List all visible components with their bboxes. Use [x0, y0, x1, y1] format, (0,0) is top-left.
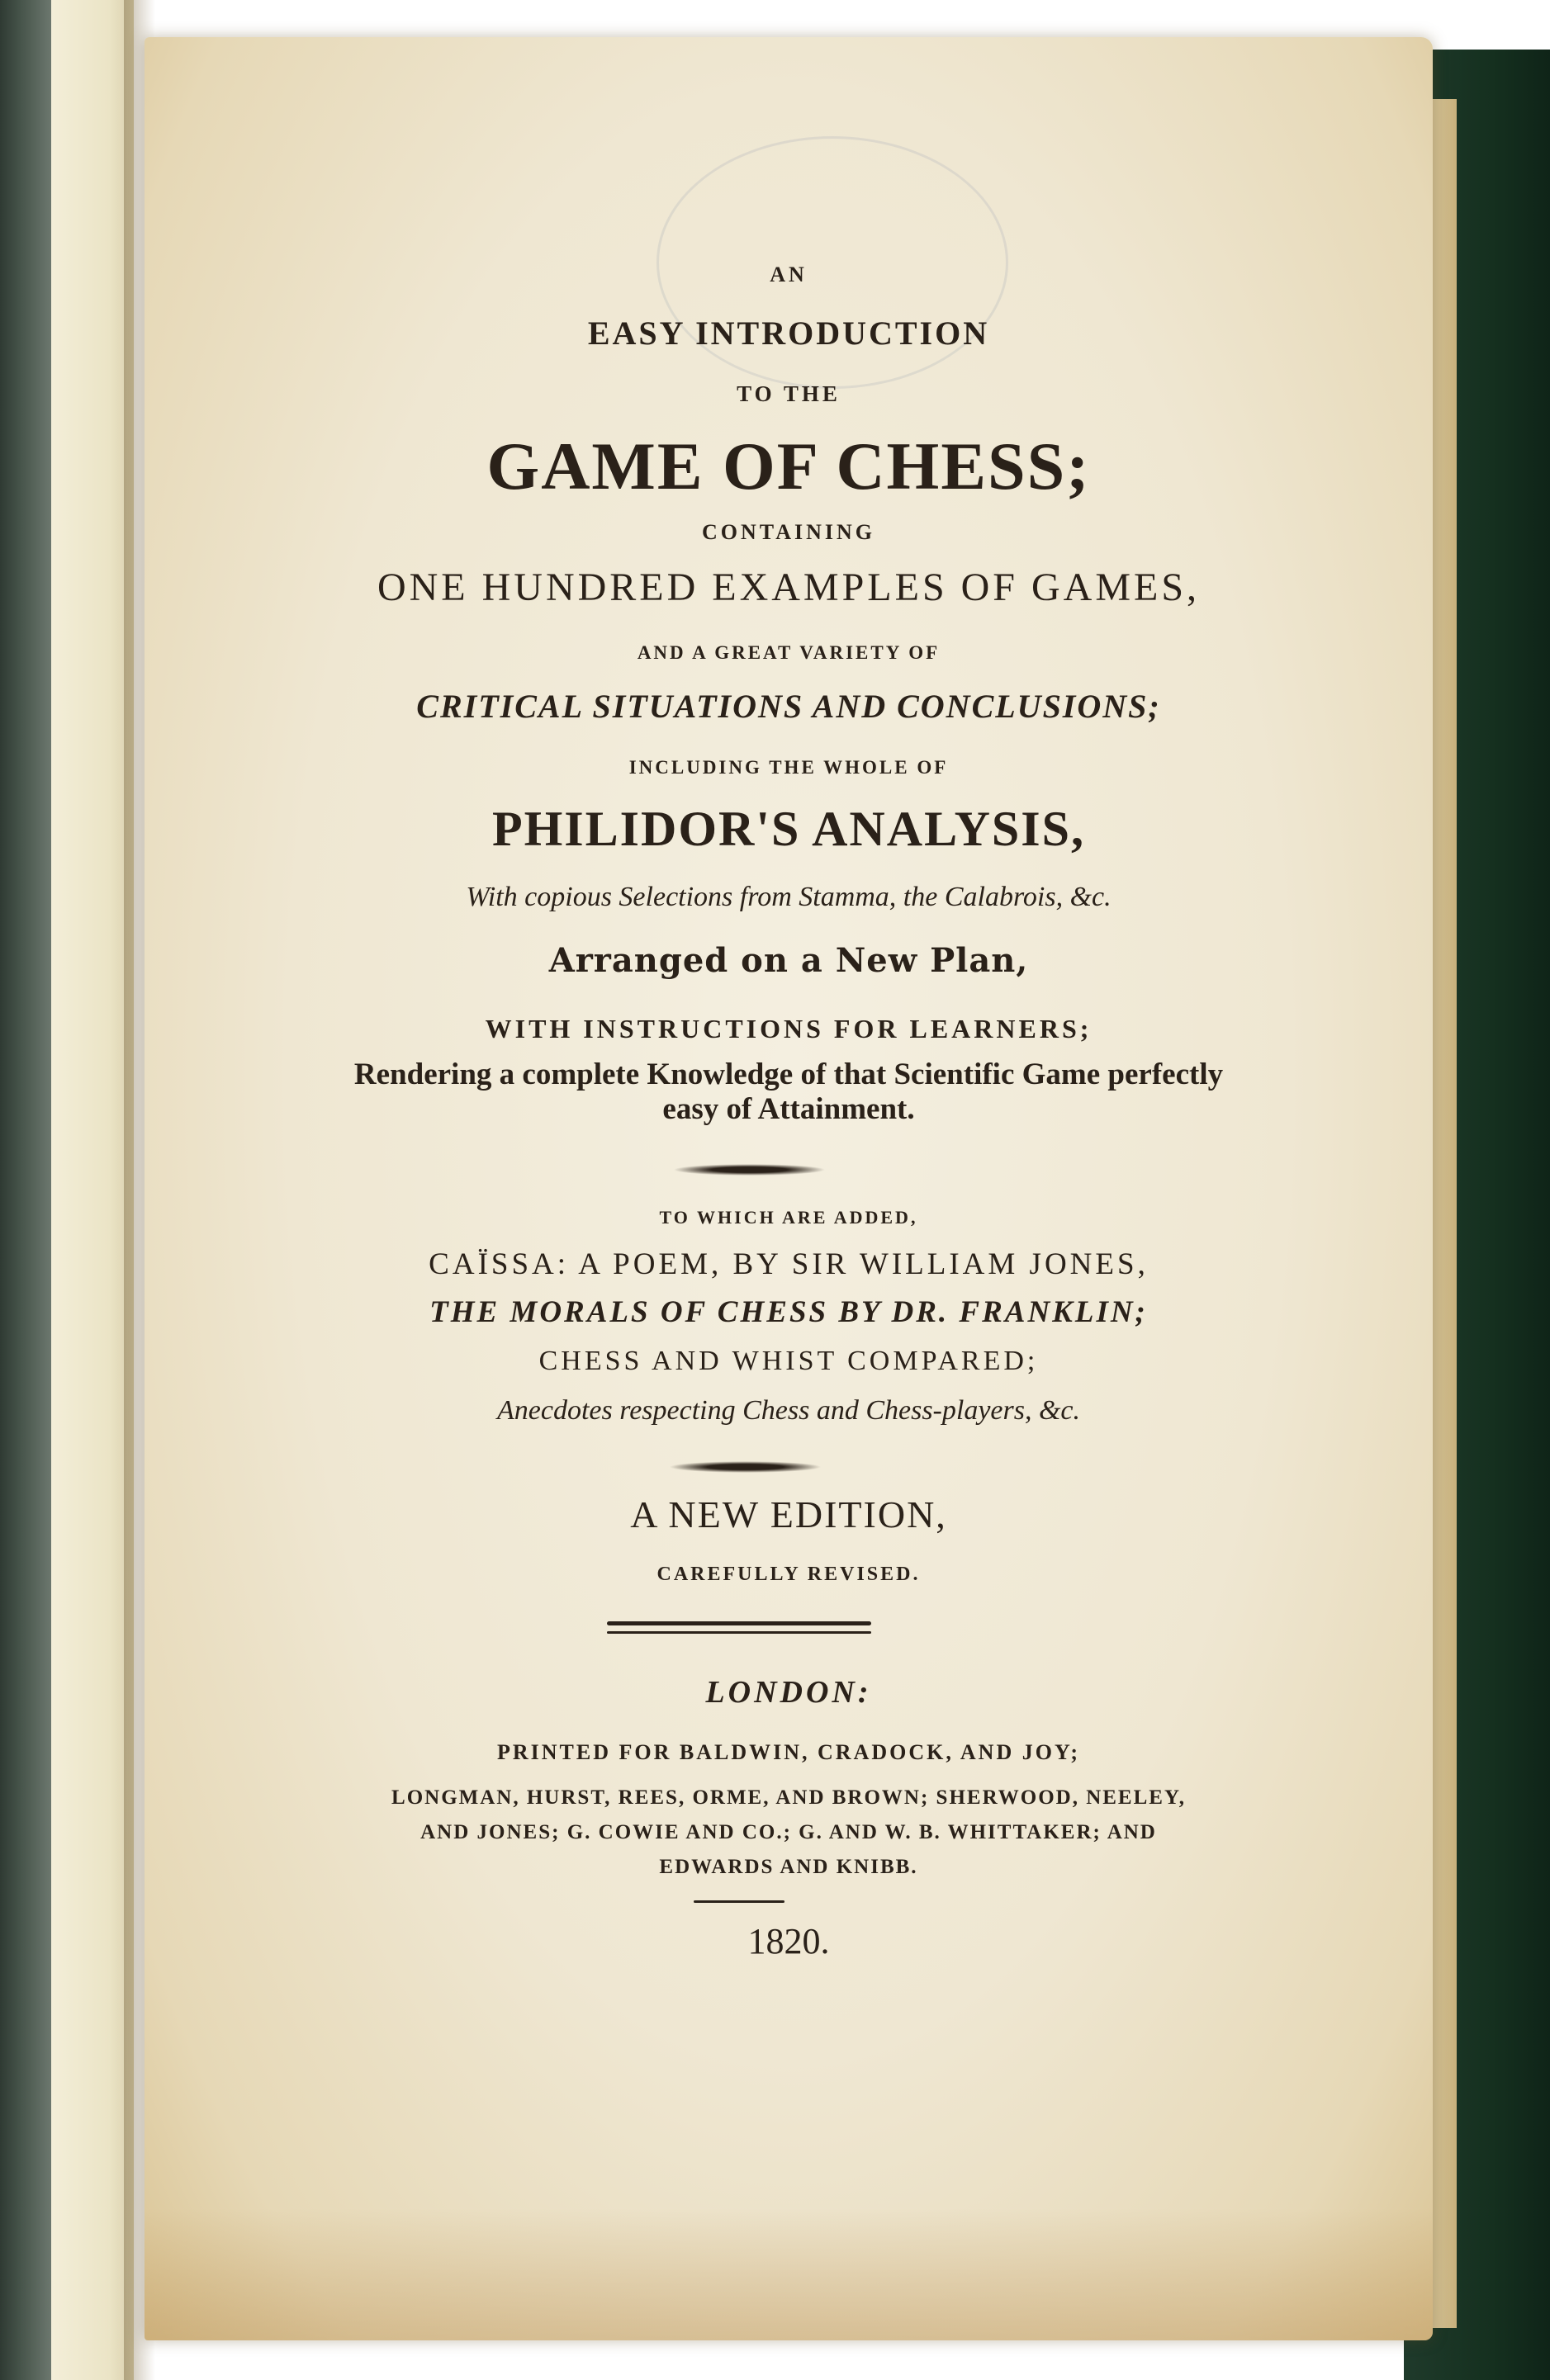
line-caissa: CAÏSSA: A POEM, BY SIR WILLIAM JONES,: [429, 1247, 1149, 1281]
book-cover-edge: [0, 0, 51, 2380]
line-revised: CAREFULLY REVISED.: [656, 1564, 921, 1585]
line-whist: CHESS AND WHIST COMPARED;: [538, 1346, 1039, 1376]
line-new-edition: A NEW EDITION,: [630, 1493, 947, 1535]
facing-page: [51, 0, 134, 2380]
line-arranged: Arranged on a New Plan,: [548, 941, 1029, 980]
title-page-text: [145, 0, 1433, 2380]
line-philidor: PHILIDOR'S ANALYSIS,: [491, 802, 1086, 856]
line-selections: With copious Selections from Stamma, the Calabrois, &c.: [466, 882, 1112, 912]
double-rule-top: [607, 1621, 871, 1625]
double-rule-bottom: [607, 1631, 871, 1634]
line-anecdotes: Anecdotes respecting Chess and Chess-players, &c.: [497, 1395, 1080, 1426]
line-publishers-3: EDWARDS AND KNIBB.: [659, 1856, 918, 1878]
line-to-which-added: TO WHICH ARE ADDED,: [659, 1207, 918, 1228]
line-year: 1820.: [747, 1921, 830, 1961]
ornament-divider: [673, 1164, 826, 1176]
line-hundred-examples: ONE HUNDRED EXAMPLES OF GAMES,: [377, 565, 1201, 609]
line-to-the: TO THE: [737, 381, 841, 406]
ornament-divider-2: [669, 1461, 822, 1473]
line-printed-for: PRINTED FOR BALDWIN, CRADOCK, AND JOY;: [496, 1740, 1081, 1764]
line-publishers-2: AND JONES; G. COWIE AND CO.; G. AND W. B. WHITTAKER; AND: [420, 1821, 1157, 1843]
line-containing: CONTAINING: [702, 520, 875, 544]
line-critical-situations: CRITICAL SITUATIONS AND CONCLUSIONS;: [416, 688, 1161, 725]
line-an: AN: [770, 263, 808, 286]
line-easy-introduction: EASY INTRODUCTION: [587, 315, 990, 352]
line-rendering-2: easy of Attainment.: [662, 1092, 915, 1126]
page-edges: [1429, 99, 1457, 2328]
main-title: GAME OF CHESS;: [486, 428, 1091, 504]
line-london: LONDON:: [705, 1675, 872, 1710]
line-great-variety: AND A GREAT VARIETY OF: [637, 642, 941, 663]
line-publishers-1: LONGMAN, HURST, REES, ORME, AND BROWN; SHERWOOD, NEELEY,: [391, 1786, 1186, 1809]
short-rule: [694, 1900, 784, 1903]
line-instructions: WITH INSTRUCTIONS FOR LEARNERS;: [485, 1014, 1093, 1043]
line-morals: THE MORALS OF CHESS BY DR. FRANKLIN;: [429, 1295, 1148, 1329]
line-including-whole: INCLUDING THE WHOLE OF: [628, 757, 949, 778]
line-rendering-1: Rendering a complete Knowledge of that Scientific Game perfectly: [353, 1058, 1224, 1091]
